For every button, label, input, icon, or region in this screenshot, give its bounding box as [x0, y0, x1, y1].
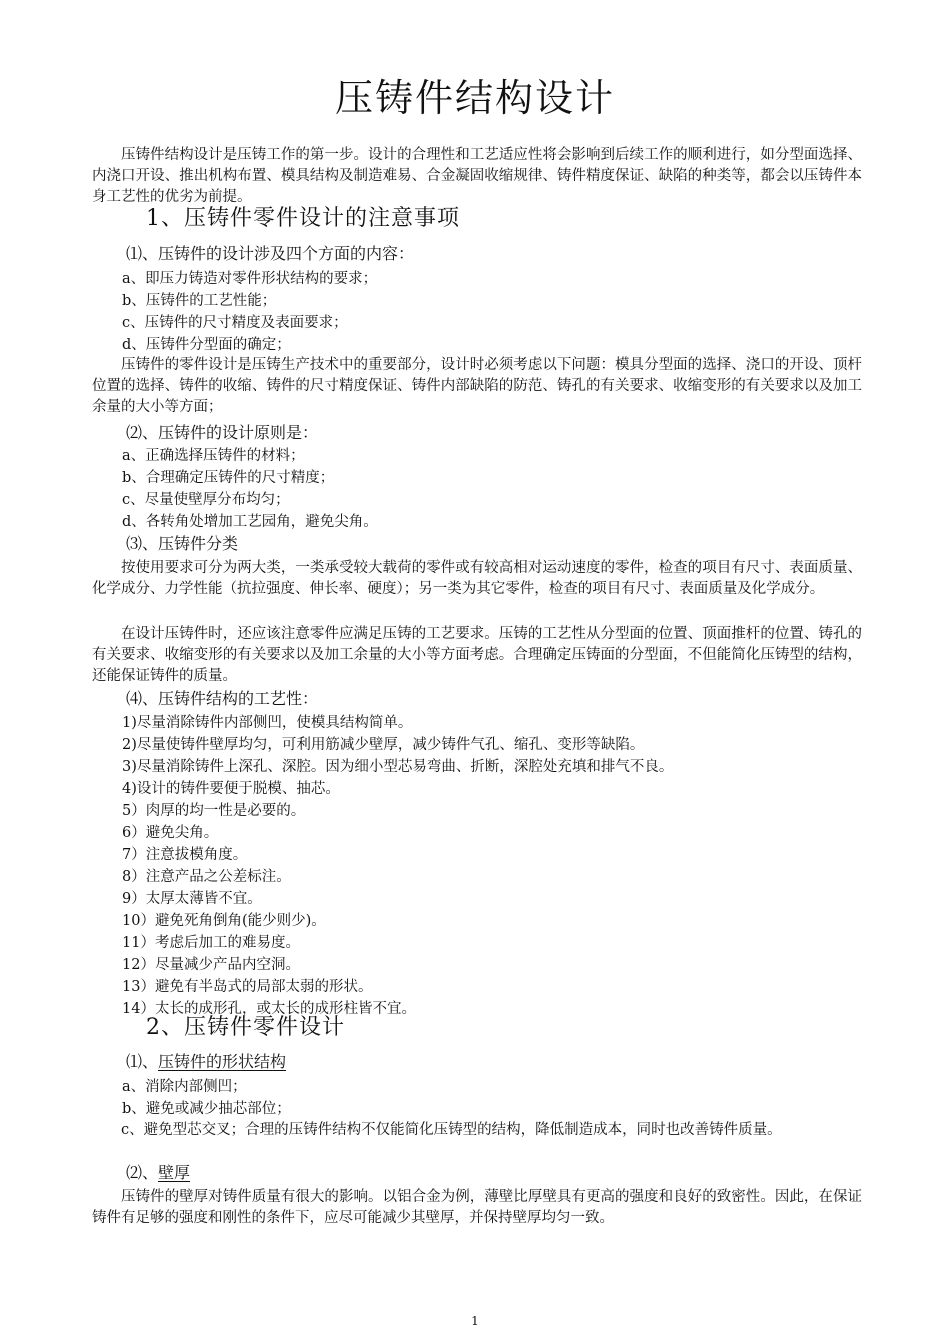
subsection-2-2-heading: [126, 1162, 190, 1184]
paragraph: 压铸件的零件设计是压铸生产技术中的重要部分，设计时必须考虑以下问题：模具分型面的选择、浇口的开设、顶杆位置的选择、铸件的收缩、铸件的尺寸精度保证、铸件内部缺陷的防范、铸孔的有关要求、收缩变形的有关要求以及加工余量的大小等方面；: [92, 357, 862, 415]
intro-paragraph: 压铸件结构设计是压铸工作的第一步。设计的合理性和工艺适应性将会影响到后续工作的顺利进行，如分型面选择、内浇口开设、推出机构布置、模具结构及制造难易、合金凝固收缩规律、铸件精度保证、缺陷的种类等，都会以压铸件本身工艺性的优劣为前提。: [92, 147, 862, 205]
subsection-title: 压铸件的形状结构: [158, 1052, 287, 1071]
section-1-heading: 1、压铸件零件设计的注意事项: [146, 206, 460, 231]
list-item: 10）避免死角倒角(能少则少)。: [122, 913, 326, 929]
paragraph: c、避免型芯交叉；合理的压铸件结构不仅能简化压铸型的结构，降低制造成本，同时也改善铸件质量。: [121, 1122, 782, 1138]
list-item: c、尽量使壁厚分布均匀；: [122, 492, 290, 508]
page-number: 1: [471, 1314, 479, 1328]
subsection-1-1-heading: ⑴、压铸件的设计涉及四个方面的内容：: [126, 244, 415, 263]
subsection-1-3-heading: ⑶、压铸件分类: [126, 534, 239, 553]
subsection-number: ⑴、: [126, 1052, 159, 1071]
subsection-title: 壁厚: [158, 1163, 191, 1182]
paragraph: 压铸件的壁厚对铸件质量有很大的影响。以铝合金为例，薄壁比厚壁具有更高的强度和良好的致密性。因此，在保证铸件有足够的强度和刚性的条件下，应尽可能减少其壁厚，并保持壁厚均匀一致。: [92, 1189, 862, 1226]
list-item: d、压铸件分型面的确定；: [122, 337, 291, 353]
section-2-heading: 2、压铸件零件设计: [146, 1015, 345, 1040]
list-item: 5）肉厚的均一性是必要的。: [122, 803, 306, 819]
list-item: b、压铸件的工艺性能；: [122, 293, 277, 309]
list-item: 8）注意产品之公差标注。: [122, 869, 291, 885]
list-item: b、避免或减少抽芯部位；: [122, 1101, 291, 1117]
list-item: a、消除内部侧凹；: [122, 1079, 247, 1095]
list-item: a、正确选择压铸件的材料；: [122, 448, 305, 464]
list-item: 1)尽量消除铸件内部侧凹，使模具结构简单。: [122, 715, 413, 731]
list-item: 14）太长的成形孔，或太长的成形柱皆不宜。: [122, 1001, 416, 1017]
list-item: 6）避免尖角。: [122, 825, 219, 841]
subsection-1-2-heading: ⑵、压铸件的设计原则是：: [126, 423, 319, 442]
list-item: 13）避免有半岛式的局部太弱的形状。: [122, 979, 373, 995]
list-item: 12）尽量减少产品内空洞。: [122, 957, 300, 973]
subsection-number: ⑵、: [126, 1163, 159, 1182]
list-item: 9）太厚太薄皆不宜。: [122, 891, 262, 907]
list-item: c、压铸件的尺寸精度及表面要求；: [122, 315, 348, 331]
list-item: b、合理确定压铸件的尺寸精度；: [122, 470, 335, 486]
list-item: 3)尽量消除铸件上深孔、深腔。因为细小型芯易弯曲、折断，深腔处充填和排气不良。: [122, 759, 674, 775]
subsection-2-1-heading: [126, 1051, 286, 1073]
paragraph: 在设计压铸件时，还应该注意零件应满足压铸的工艺要求。压铸的工艺性从分型面的位置、顶面推杆的位置、铸孔的有关要求、收缩变形的有关要求以及加工余量的大小等方面考虑。合理确定压铸面的分型面，不但能简化压铸型的结构，还能保证铸件的质量。: [92, 626, 862, 684]
list-item: 7）注意拔模角度。: [122, 847, 248, 863]
paragraph: 按使用要求可分为两大类，一类承受较大载荷的零件或有较高相对运动速度的零件，检查的项目有尺寸、表面质量、化学成分、力学性能（抗拉强度、伸长率、硬度）；另一类为其它零件，检查的项目有尺寸、表面质量及化学成分。: [92, 560, 862, 597]
list-item: a、即压力铸造对零件形状结构的要求；: [122, 271, 378, 287]
list-item: 4)设计的铸件要便于脱模、抽芯。: [122, 781, 340, 797]
list-item: 11）考虑后加工的难易度。: [122, 935, 300, 951]
document-title: 压铸件结构设计: [334, 76, 615, 120]
subsection-1-4-heading: ⑷、压铸件结构的工艺性：: [126, 689, 319, 708]
list-item: d、各转角处增加工艺园角，避免尖角。: [122, 514, 378, 530]
list-item: 2)尽量使铸件壁厚均匀，可利用筋减少壁厚，减少铸件气孔、缩孔、变形等缺陷。: [122, 737, 645, 753]
